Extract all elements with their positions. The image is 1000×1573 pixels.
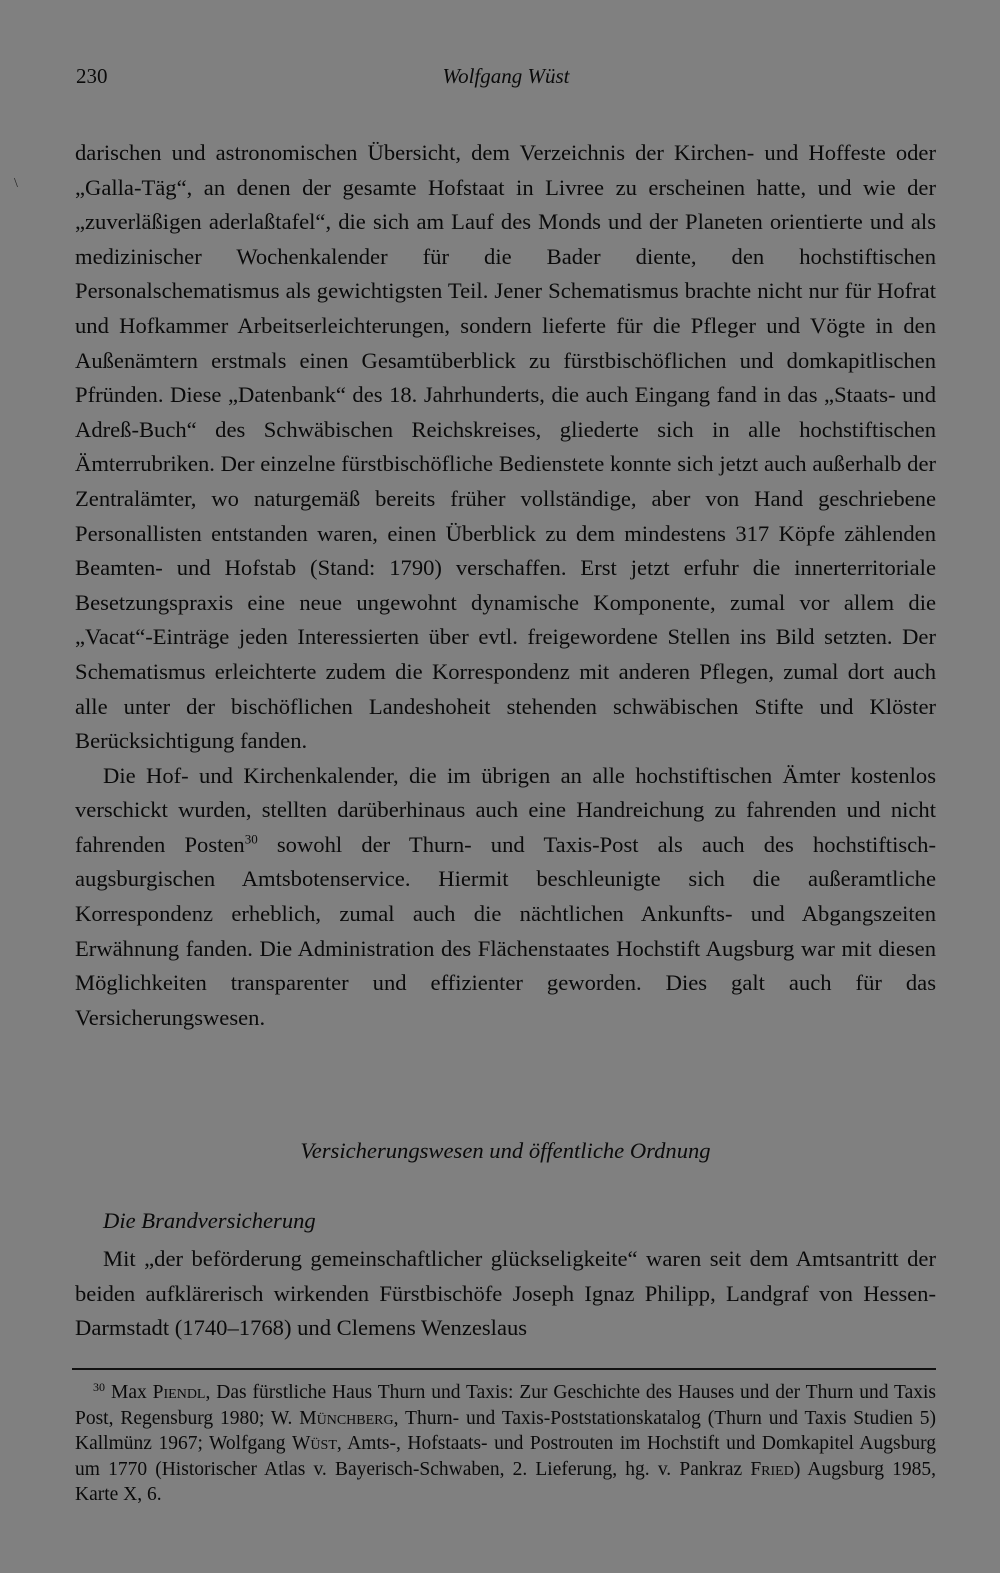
main-text: [75, 136, 936, 1035]
footnote-reference: 30: [244, 831, 258, 847]
running-head: Wolfgang Wüst: [442, 64, 570, 88]
main-text-continued: [75, 1242, 936, 1346]
margin-mark: \: [14, 176, 18, 191]
page-header: [76, 64, 936, 100]
paragraph-1: darischen und astronomischen Übersicht, dem Verzeichnis der Kirchen- und Hoffeste oder „Galla-Täg“, an denen der gesamte Hofstaat in Livree zu erscheinen hatte, und wie der „zuverläßigen aderlaßtafel“, die sich am Lauf des Monds und der Planeten orientierte und als medizinischer Wochenkalender für die Bader diente, den hochstiftischen Personalschematismus als gewichtigsten Teil. Jener Schematismus brachte nicht nur für Hofrat und Hofkammer Arbeitserleichterungen, sondern lieferte für die Pfleger und Vögte in den Außenämtern erstmals einen Gesamtüberblick zu fürstbischöflichen und domkapitlischen Pfründen. Diese „Datenbank“ des 18. Jahrhunderts, die auch Eingang fand in das „Staats- und Adreß-Buch“ des Schwäbischen Reichskreises, gliederte sich in alle hochstiftischen Ämterrubriken. Der einzelne fürstbischöfliche Bedienstete konnte sich jetzt auch außerhalb der Zentralämter, wo naturgemäß bereits früher vollständige, aber von Hand geschriebene Personallisten entstanden waren, einen Überblick zu dem mindestens 317 Köpfe zählenden Beamten- und Hofstab (Stand: 1790) verschaffen. Erst jetzt erfuhr die innerterritoriale Besetzungspraxis eine neue ungewohnt dynamische Komponente, zumal vor allem die „Vacat“-Einträge jeden Interessierten über evtl. freigewordene Stellen ins Bild setzten. Der Schematismus erleichterte zudem die Korrespondenz mit anderen Pflegen, zumal dort auch alle unter der bischöflichen Landeshoheit stehenden schwäbischen Stifte und Klöster Berücksichtigung fanden.: [75, 140, 936, 754]
footnote-text: , Das fürstliche Haus Thurn und Taxis: Zur Geschichte des Hauses und der Thurn und Taxis Post, Regensburg 1980; W.: [75, 1382, 936, 1429]
footnote-30: [75, 1380, 936, 1508]
paragraph-3: Mit „der beförderung gemeinschaftlicher glückseligkeite“ waren seit dem Amtsantritt der beiden aufklärerisch wirkenden Fürstbischöfe Joseph Ignaz Philipp, Landgraf von Hessen-Darmstadt (1740–1768) und Clemens Wenzeslaus: [75, 1246, 936, 1341]
footnote-number: 30: [93, 1379, 105, 1394]
author-name: Fried: [750, 1458, 794, 1480]
footnote-text: , Amts-, Hofstaats- und Postrouten im Hochstift und Domkapitel Augsburg um 1770 (Historischer Atlas v. Bayerisch-Schwaben, 2. Lieferung, hg. v. Pankraz: [75, 1433, 936, 1480]
paragraph-2-text-b: sowohl der Thurn- und Taxis-Post als auch des hochstiftisch-augsburgischen Amtsbotenservice. Hiermit beschleunigte sich die außeramtliche Korrespondenz erheblich, zumal auch die nächtlichen Ankunfts- und Abgangszeiten Erwähnung fanden. Die Administration des Flächenstaates Hochstift Augsburg war mit diesen Möglichkeiten transparenter und effizienter geworden. Dies galt auch für das Versicherungswesen.: [75, 831, 936, 1030]
footnote-text: , Thurn- und Taxis-Poststationskatalog (Thurn und Taxis Studien 5) Kallmünz 1967; Wolfgang: [75, 1407, 936, 1454]
footnote-text: ) Augsburg 1985, Karte X, 6.: [75, 1458, 937, 1505]
paragraph-2-text-a: Die Hof- und Kirchenkalender, die im übrigen an alle hochstiftischen Ämter kostenlos verschickt wurden, stellten darüberhinaus auch eine Handreichung zu fahrenden und nicht fahrenden Posten: [75, 762, 936, 857]
paragraph-2: [75, 759, 936, 1036]
footnote-divider: [72, 1368, 936, 1370]
page-number: 230: [76, 64, 108, 88]
author-name: Wüst: [292, 1433, 337, 1454]
footnote-text: Max: [111, 1382, 153, 1403]
author-name: Piendl: [152, 1382, 206, 1403]
footnotes: [75, 1380, 936, 1508]
author-name: Münchberg: [299, 1407, 394, 1429]
sub-heading: Die Brandversicherung: [103, 1208, 316, 1233]
section-heading: Versicherungswesen und öffentliche Ordnung: [300, 1138, 711, 1163]
